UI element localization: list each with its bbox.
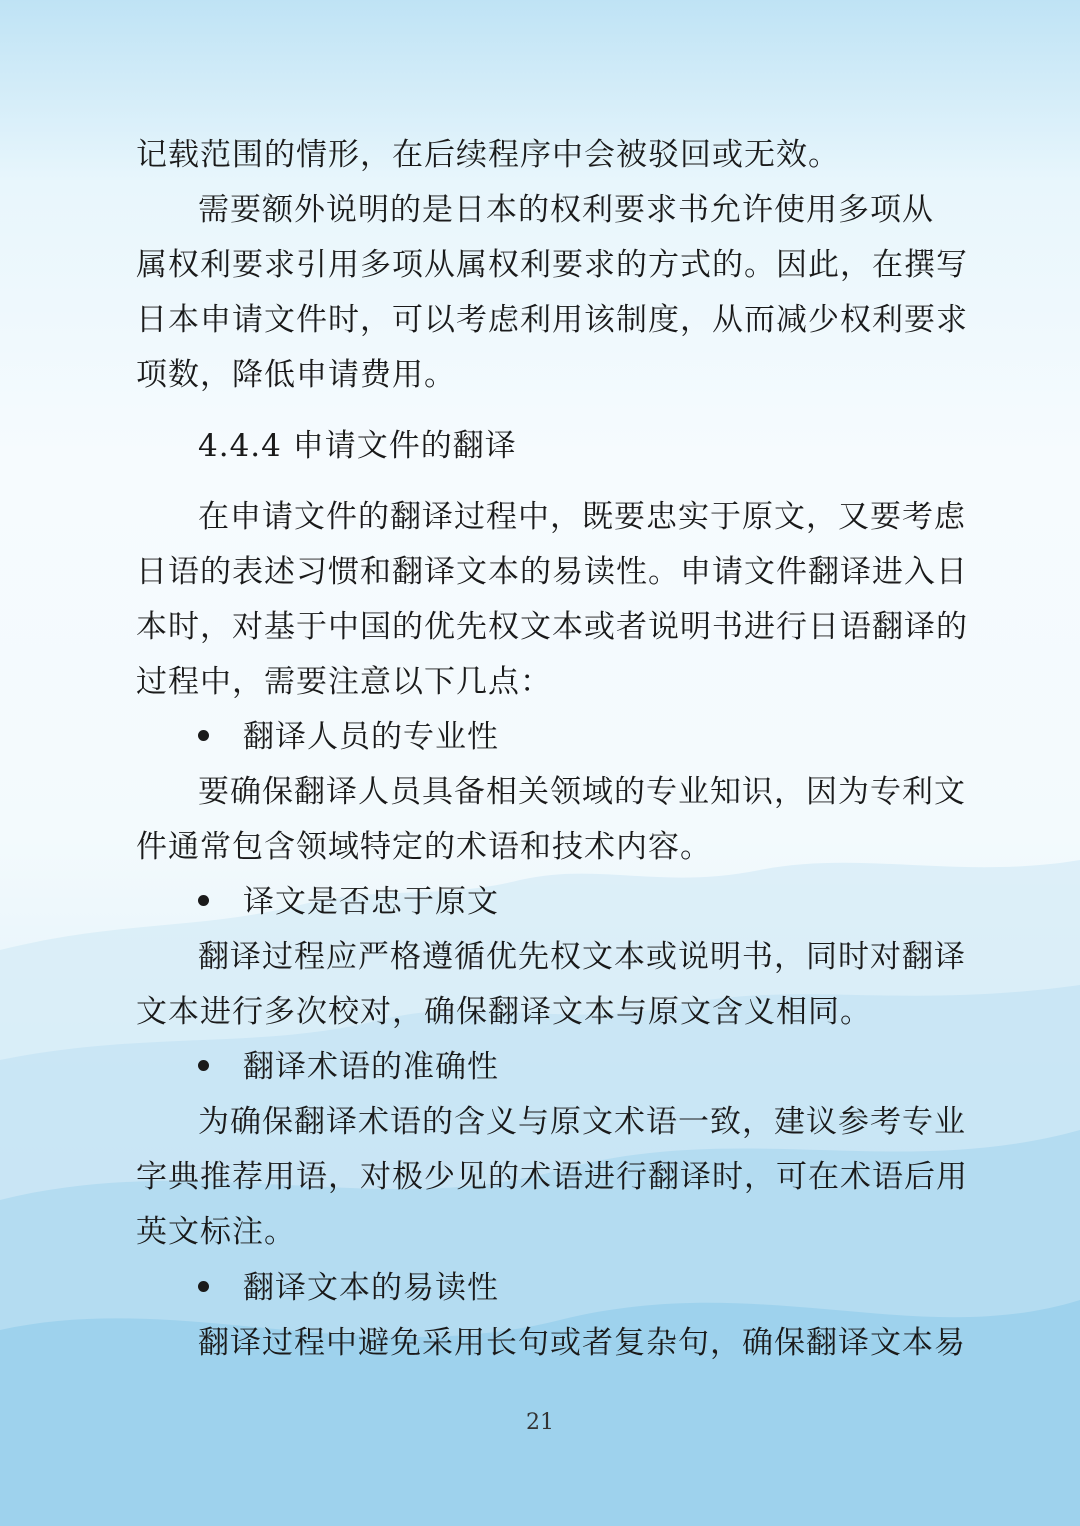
- paragraph-line: 本时，对基于中国的优先权文本或者说明书进行日语翻译的: [136, 609, 968, 645]
- paragraph-line: 在申请文件的翻译过程中，既要忠实于原文，又要考虑: [198, 499, 966, 535]
- paragraph-line: 过程中，需要注意以下几点：: [136, 664, 552, 700]
- paragraph-line: 属权利要求引用多项从属权利要求的方式的。因此，在撰写: [136, 247, 968, 283]
- paragraph-line: 字典推荐用语，对极少见的术语进行翻译时，可在术语后用: [136, 1159, 968, 1195]
- section-heading: 4.4.4 申请文件的翻译: [198, 428, 517, 464]
- bullet-label: 翻译人员的专业性: [243, 719, 499, 755]
- bullet-item: [198, 717, 499, 757]
- paragraph-line: 件通常包含领域特定的术语和技术内容。: [136, 829, 712, 865]
- paragraph-line: 文本进行多次校对，确保翻译文本与原文含义相同。: [136, 994, 872, 1030]
- paragraph-line: 要确保翻译人员具备相关领域的专业知识，因为专利文: [198, 774, 966, 810]
- paragraph-line: 英文标注。: [136, 1214, 296, 1250]
- bullet-label: 翻译术语的准确性: [243, 1049, 499, 1085]
- paragraph-line: 日语的表述习惯和翻译文本的易读性。申请文件翻译进入日: [136, 554, 968, 590]
- bullet-icon: [198, 730, 209, 741]
- paragraph-line: 项数，降低申请费用。: [136, 357, 456, 393]
- bullet-icon: [198, 1281, 209, 1292]
- paragraph-line: 翻译过程中避免采用长句或者复杂句，确保翻译文本易: [198, 1325, 966, 1361]
- bullet-item: [198, 1047, 499, 1087]
- bullet-icon: [198, 895, 209, 906]
- bullet-item: [198, 1268, 499, 1308]
- bullet-icon: [198, 1060, 209, 1071]
- page-number: 21: [526, 1410, 554, 1435]
- paragraph-line: 记载范围的情形，在后续程序中会被驳回或无效。: [136, 137, 840, 173]
- bullet-label: 翻译文本的易读性: [243, 1270, 499, 1306]
- paragraph-line: 为确保翻译术语的含义与原文术语一致，建议参考专业: [198, 1104, 966, 1140]
- paragraph-line: 翻译过程应严格遵循优先权文本或说明书，同时对翻译: [198, 939, 966, 975]
- bullet-label: 译文是否忠于原文: [243, 884, 499, 920]
- paragraph-line: 日本申请文件时，可以考虑利用该制度，从而减少权利要求: [136, 302, 968, 338]
- bullet-item: [198, 882, 499, 922]
- paragraph-line: 需要额外说明的是日本的权利要求书允许使用多项从: [198, 192, 934, 228]
